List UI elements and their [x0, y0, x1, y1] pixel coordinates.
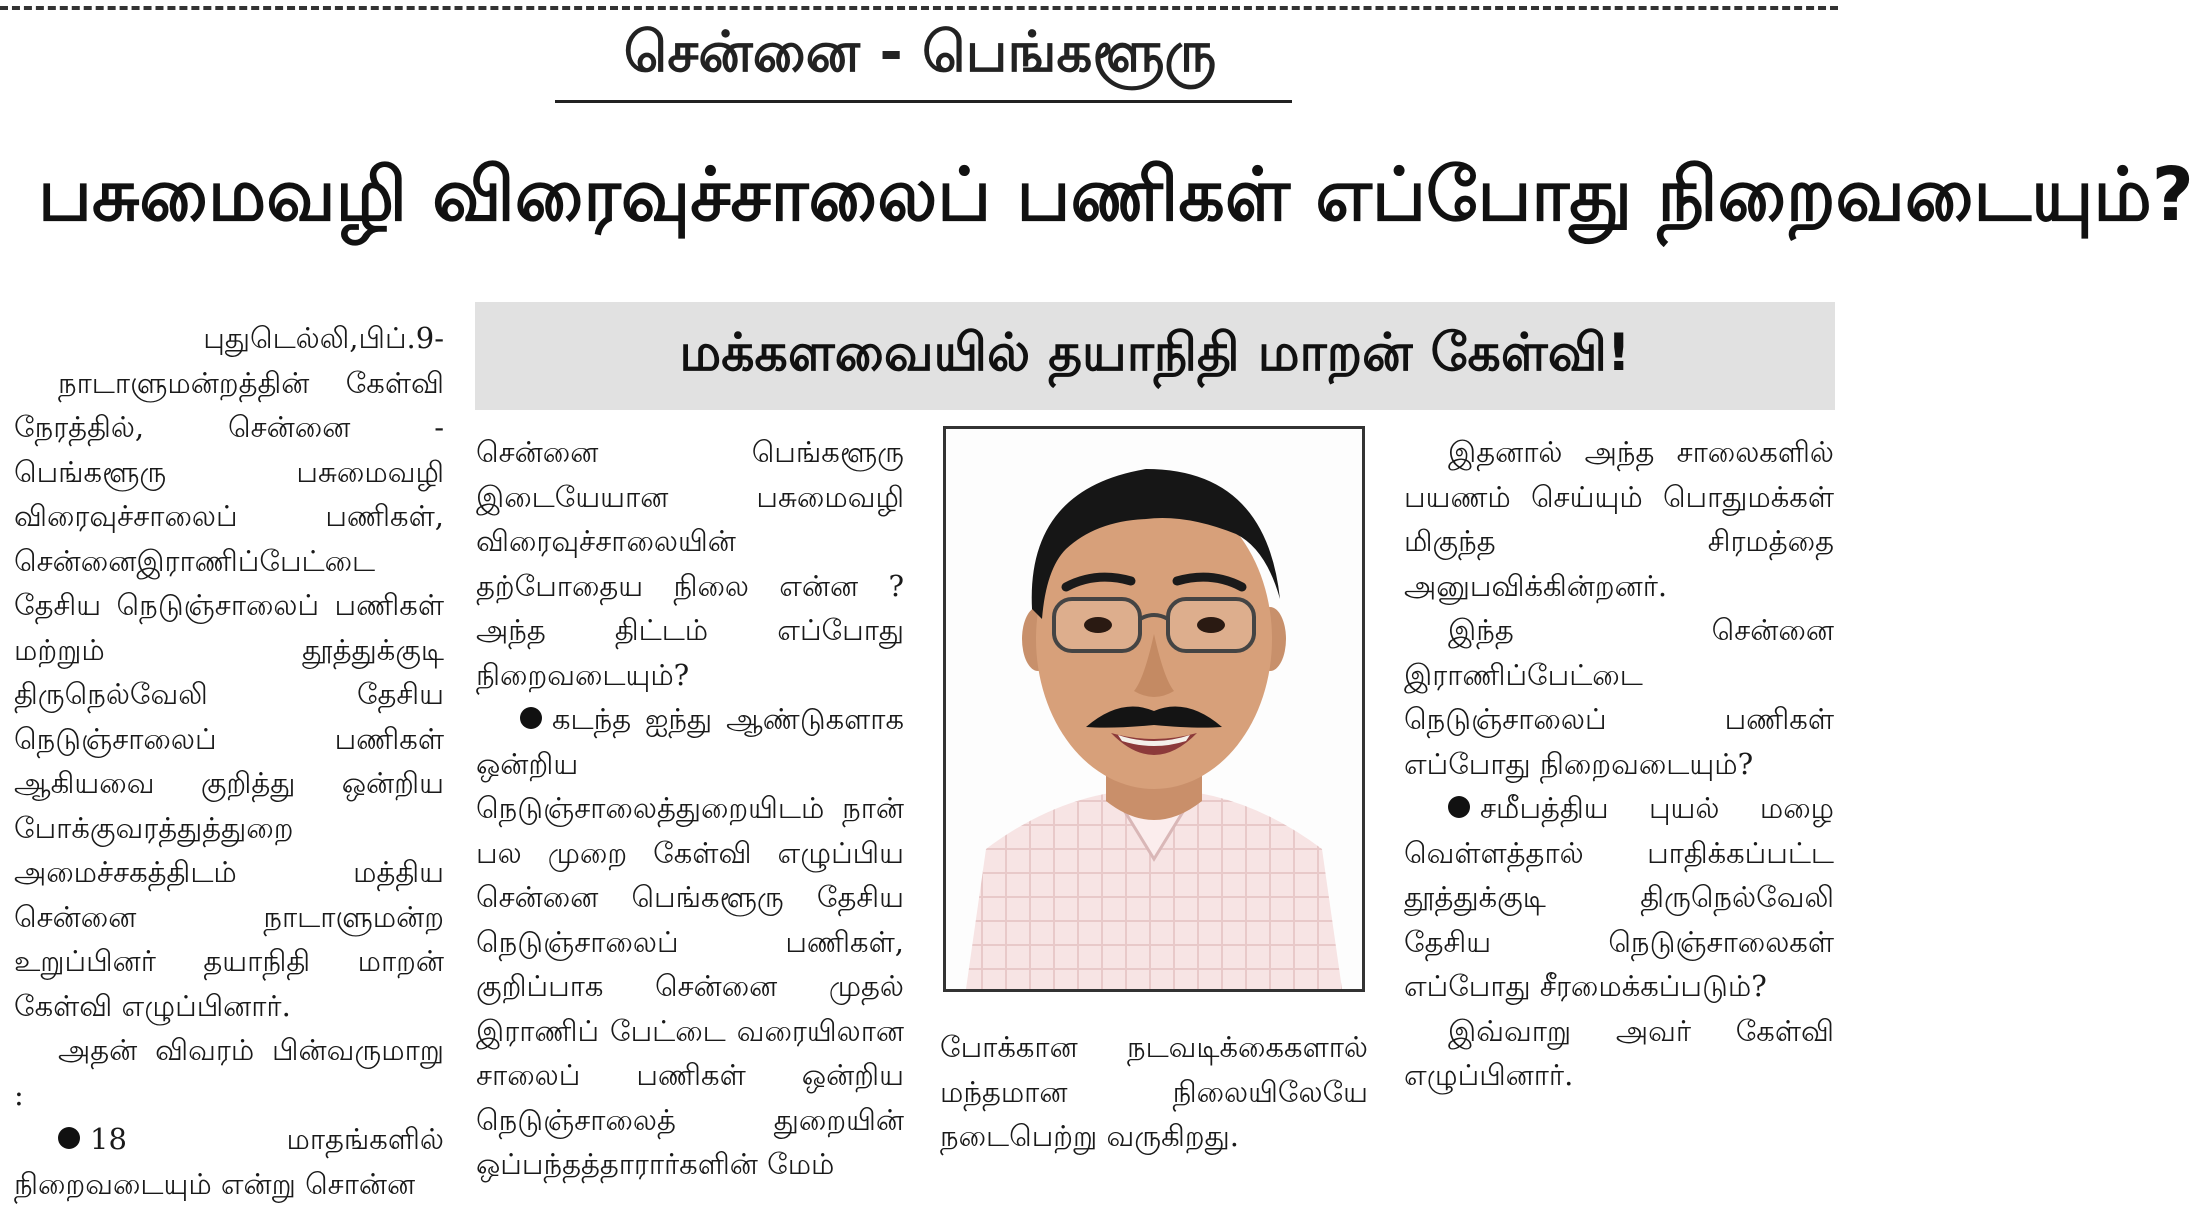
- top-dashed-border: [0, 6, 1838, 10]
- bullet-icon: [58, 1127, 80, 1149]
- article-column-1: [14, 316, 444, 1206]
- col4-paragraph-4: இவ்வாறு அவர் கேள்வி எழுப்பினார்.: [1404, 1013, 1834, 1092]
- headline: பசுமைவழி விரைவுச்சாலைப் பணிகள் எப்போது நிறைவடையும்?: [38, 152, 2194, 238]
- col1-paragraph-3: [14, 1117, 444, 1206]
- kicker-underline: [555, 100, 1292, 103]
- col4-paragraph-3: [1404, 786, 1834, 1009]
- col2-paragraph-2-text: கடந்த ஐந்து ஆண்டுகளாக ஒன்றிய நெடுஞ்சாலைத்துறையிடம் நான் பல முறை கேள்வி எழுப்பிய சென்னை பெங்களூரு தேசிய நெடுஞ்சாலைப் பணிகள், குறிப்பாக சென்னை முதல் இராணிப் பேட்டை வரையிலான சாலைப் பணிகள் ஒன்றிய நெடுஞ்சாலைத் துறையின் ஒப்பந்தத்தாரார்களின் மேம்: [476, 702, 904, 1181]
- col1-paragraph-2: அதன் விவரம் பின்வருமாறு :: [14, 1033, 444, 1112]
- article-column-2: [476, 430, 904, 1187]
- col3-paragraph-1: போக்கான நடவடிக்கைகளால் மந்தமான நிலையிலேயே நடைபெற்று வருகிறது.: [940, 1030, 1368, 1153]
- col4-paragraph-3-text: சமீபத்திய புயல் மழை வெள்ளத்தால் பாதிக்கப்பட்ட தூத்துக்குடி திருநெல்வேலி தேசிய நெடுஞ்சாலைகள் எப்போது சீரமைக்கப்படும்?: [1404, 791, 1834, 1003]
- article-column-4: [1404, 430, 1834, 1098]
- col1-paragraph-3-text: 18 மாதங்களில் நிறைவடையும் என்று சொன்ன: [14, 1122, 444, 1201]
- dateline: புதுடெல்லி,பிப்.9-: [203, 321, 444, 355]
- portrait-illustration: [946, 429, 1362, 989]
- article-column-3: [940, 1025, 1368, 1159]
- col1-paragraph-1: நாடாளுமன்றத்தின் கேள்வி நேரத்தில், சென்னை - பெங்களூரு பசுமைவழி விரைவுச்சாலைப் பணிகள், சென்னைஇராணிப்பேட்டை தேசிய நெடுஞ்சாலைப் பணிகள் மற்றும் தூத்துக்குடி திருநெல்வேலி தேசிய நெடுஞ்சாலைப் பணிகள் ஆகியவை குறித்து ஒன்றிய போக்குவரத்துத்துறை அமைச்சகத்திடம் மத்திய சென்னை நாடாளுமன்ற உறுப்பினர் தயாநிதி மாறன் கேள்வி எழுப்பினார்.: [14, 365, 444, 1023]
- subheadline: மக்களவையில் தயாநிதி மாறன் கேள்வி!: [679, 322, 1631, 383]
- col2-paragraph-2: [476, 697, 904, 1187]
- kicker: சென்னை - பெங்களூரு: [623, 20, 1217, 85]
- portrait-photo: [943, 426, 1365, 992]
- bullet-icon: [520, 707, 542, 729]
- col4-paragraph-2: இந்த சென்னை இராணிப்பேட்டை நெடுஞ்சாலைப் பணிகள் எப்போது நிறைவடையும்?: [1404, 613, 1834, 781]
- col4-paragraph-1: இதனால் அந்த சாலைகளில் பயணம் செய்யும் பொதுமக்கள் மிகுந்த சிரமத்தை அனுபவிக்கின்றனர்.: [1404, 435, 1834, 603]
- col2-paragraph-1: சென்னை பெங்களூரு இடையேயான பசுமைவழி விரைவுச்சாலையின் தற்போதைய நிலை என்ன ? அந்த திட்டம் எப்போது நிறைவடையும்?: [476, 435, 904, 692]
- bullet-icon: [1448, 796, 1470, 818]
